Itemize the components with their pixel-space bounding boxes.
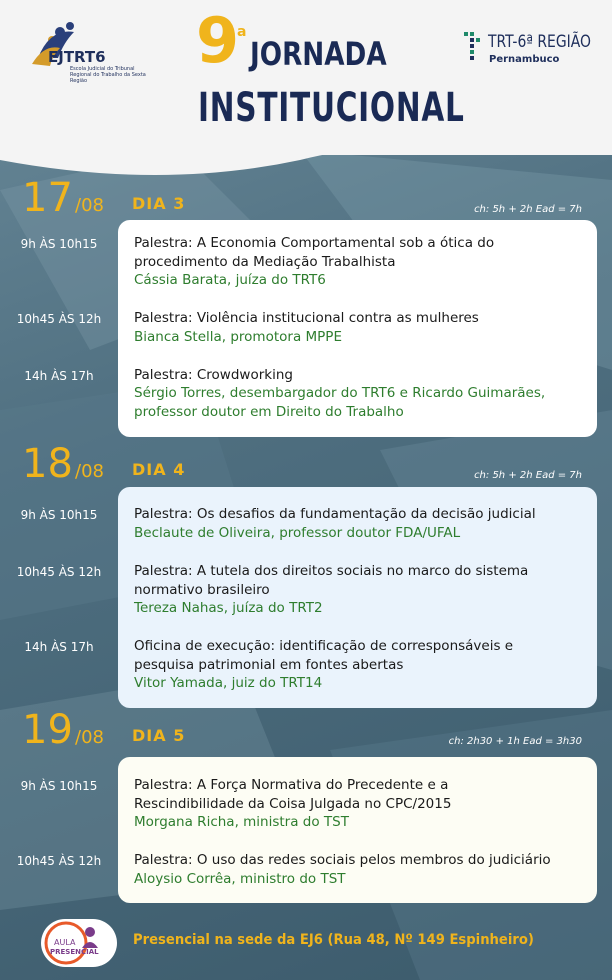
trt6-logo-subtitle: Pernambuco — [489, 54, 560, 65]
session-speaker: Beclaute de Oliveira, professor doutor FDA/UFAL — [134, 525, 461, 541]
title-superscript: a — [237, 24, 247, 40]
session-title: Palestra: Crowdworking — [134, 367, 293, 383]
session-title: Palestra: Os desafios da fundamentação da decisão judicial — [134, 506, 536, 522]
session-title: Palestra: O uso das redes sociais pelos membros do judiciário — [134, 852, 551, 868]
session-title: Palestra: A Economia Comportamental sob a ótica do procedimento da Mediação Trabalhista — [134, 235, 495, 270]
ejtrt6-logo-subtitle: Escola Judicial do Tribunal Regional do Trabalho da Sexta Região — [70, 66, 146, 84]
session-speaker: Tereza Nahas, juíza do TRT2 — [134, 600, 323, 616]
day-workload: ch: 5h + 2h Ead = 7h — [474, 470, 582, 481]
session-time: 9h ÀS 10h15 — [20, 508, 98, 522]
svg-text:AULA: AULA — [54, 938, 76, 947]
svg-text:PRESENCIAL: PRESENCIAL — [50, 948, 99, 956]
session-speaker: Bianca Stella, promotora MPPE — [134, 329, 342, 345]
session-time: 14h ÀS 17h — [24, 369, 94, 383]
day-date-number: 17 — [22, 175, 73, 221]
aula-presencial-badge-icon — [40, 918, 118, 968]
session-time: 10h45 ÀS 12h — [16, 565, 102, 579]
ejtrt6-logo-name: EJTRT6 — [48, 48, 106, 66]
session-title: Oficina de execução: identificação de corresponsáveis e pesquisa patrimonial em fontes abertas — [134, 638, 514, 673]
day-date-month: /08 — [75, 461, 104, 482]
day-date-month: /08 — [75, 727, 104, 748]
day-label: DIA 4 — [132, 460, 186, 479]
day-label: DIA 5 — [132, 726, 186, 745]
session-title: Palestra: A Força Normativa do Precedente e a Rescindibilidade da Coisa Julgada no CPC/2015 — [134, 777, 452, 812]
session-time: 9h ÀS 10h15 — [20, 237, 98, 251]
footer-location-text: Presencial na sede da EJ6 (Rua 48, Nº 149 Espinheiro) — [133, 932, 534, 948]
day-header-1 — [0, 176, 612, 222]
session-time: 14h ÀS 17h — [24, 640, 94, 654]
session-speaker: Sérgio Torres, desembargador do TRT6 e Ricardo Guimarães, professor doutor em Direito do Trabalho — [134, 385, 546, 420]
session-title: Palestra: A tutela dos direitos sociais no marco do sistema normativo brasileiro — [134, 563, 529, 598]
title-line2: INSTITUCIONAL — [198, 85, 465, 131]
session-speaker: Aloysio Corrêa, ministro do TST — [134, 871, 346, 887]
day-header-3 — [0, 708, 612, 754]
session-speaker: Vitor Yamada, juiz do TRT14 — [134, 675, 323, 691]
day-label: DIA 3 — [132, 194, 186, 213]
session-speaker: Morgana Richa, ministra do TST — [134, 814, 349, 830]
trt6-logo-icon — [462, 30, 484, 64]
session-time: 9h ÀS 10h15 — [20, 779, 98, 793]
day-workload: ch: 2h30 + 1h Ead = 3h30 — [448, 736, 582, 747]
day-header-2 — [0, 442, 612, 488]
trt6-logo-name: TRT-6ª REGIÃO — [488, 32, 591, 52]
day-date-month: /08 — [75, 195, 104, 216]
session-title: Palestra: Violência institucional contra as mulheres — [134, 310, 479, 326]
day-workload: ch: 5h + 2h Ead = 7h — [474, 204, 582, 215]
day-date-number: 19 — [22, 707, 73, 753]
session-time: 10h45 ÀS 12h — [16, 854, 102, 868]
session-time: 10h45 ÀS 12h — [16, 312, 102, 326]
title-line1: JORNADA — [250, 35, 387, 73]
session-speaker: Cássia Barata, juíza do TRT6 — [134, 272, 326, 288]
day-date-number: 18 — [22, 441, 73, 487]
title-number: 9 — [196, 4, 240, 77]
